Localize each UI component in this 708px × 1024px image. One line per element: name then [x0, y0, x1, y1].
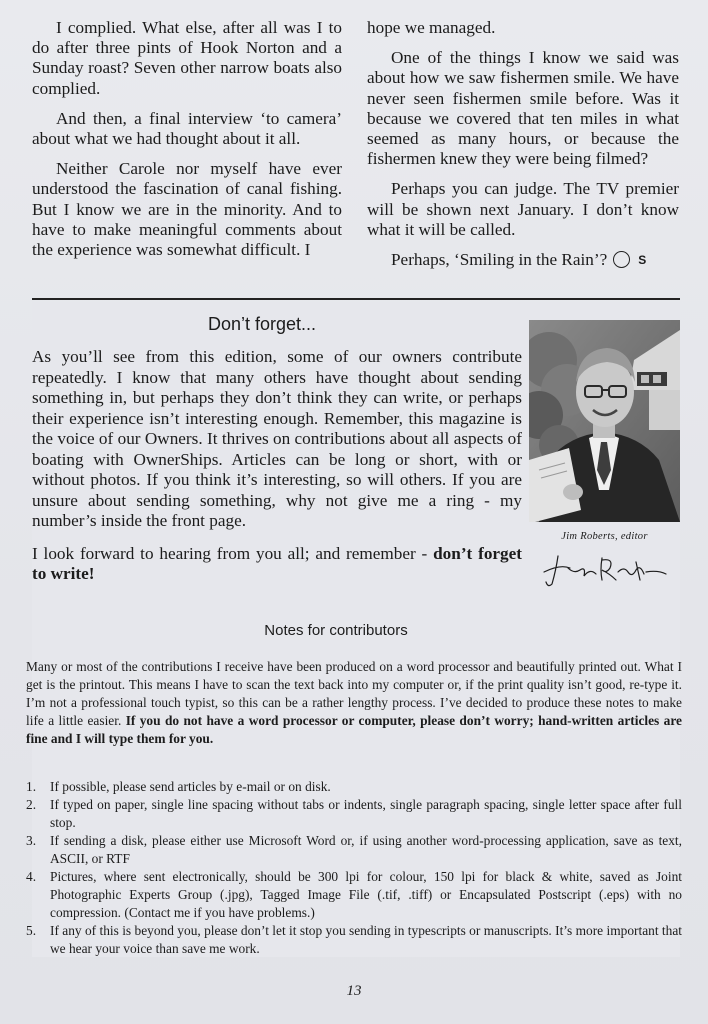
list-item-text: Pictures, where sent electronically, should be 300 lpi for colour, 150 lpi for black & white, saved as Joint Photographic Experts Group (.jpg), Tagged Image File (.tif, .tiff) or Encapsulated Postscript (.eps) with no compression. (Contact me if you have problems.): [50, 869, 682, 920]
dont-forget-heading: Don’t forget...: [207, 314, 317, 334]
article-closing-line: Perhaps, ‘Smiling in the Rain’?: [391, 250, 608, 270]
list-item-number: 3.: [26, 833, 37, 848]
notes-intro-bold: If you do not have a word processor or computer, please don’t worry; hand-written articles are fine and I will type them for you.: [26, 713, 682, 746]
dont-forget-paragraph: As you’ll see from this edition, some of our owners contribute repeatedly. I know that many others have thought about sending something in, but perhaps they don’t think they can write, or perhaps their experience isn’t interesting enough. Remember, this magazine is the voice of our Owners. It thrives on contributions about all aspects of boating with OwnerShips. Articles can be long or short, with or without photos. If you think it’s interesting, so will others. If you are unsure about sending something, why not give me a ring - my number’s inside the front page.: [32, 347, 522, 530]
list-item: [26, 868, 682, 922]
list-item-number: 4.: [26, 869, 37, 884]
list-item-text: If any of this is beyond you, please don’t let it stop you sending in typescripts or manuscripts. It’s more important that we hear your voice than save me work.: [50, 923, 682, 956]
article-paragraph: And then, a final interview ‘to camera’ about what we had thought about it all.: [32, 108, 342, 149]
article-paragraph: Neither Carole nor myself have ever understood the fascination of canal fishing. But I know we are in the minority. And to have to make meaningful comments about the experience was somewhat difficult. I: [32, 159, 342, 260]
list-item-number: 1.: [26, 779, 37, 794]
editor-photo: [529, 320, 680, 522]
list-item-text: If sending a disk, please either use Microsoft Word or, if using another word-processing application, save as text, ASCII, or RTF: [50, 833, 682, 866]
dont-forget-closing: [32, 544, 522, 585]
list-item: [26, 778, 682, 796]
notes-list: [26, 778, 682, 958]
end-of-article-icon: S: [613, 251, 630, 268]
article-column-left: [32, 18, 342, 270]
list-item: [26, 796, 682, 832]
section-divider: [32, 298, 680, 300]
photo-caption: Jim Roberts, editor: [561, 531, 648, 542]
closing-bold-text: don’t forget to write!: [32, 543, 522, 583]
list-item-text: If typed on paper, single line spacing without tabs or indents, single paragraph spacing, single letter space after full stop.: [50, 797, 682, 830]
dont-forget-body: [32, 347, 522, 597]
list-item-text: If possible, please send articles by e-mail or on disk.: [50, 779, 331, 794]
notes-heading: Notes for contributors: [264, 622, 408, 639]
article-paragraph: hope we managed.: [367, 18, 496, 37]
list-item: [26, 922, 682, 958]
page-number: 13: [346, 983, 362, 999]
article-paragraph-last: [367, 250, 679, 270]
notes-intro: [26, 658, 682, 748]
article-paragraph: I complied. What else, after all was I to do after three pints of Hook Norton and a Sunday roast? Seven other narrow boats also complied.: [32, 18, 342, 98]
closing-text: I look forward to hearing from you all; and remember -: [32, 543, 434, 563]
list-item-number: 2.: [26, 797, 37, 812]
list-item: [26, 832, 682, 868]
article-paragraph: Perhaps you can judge. The TV premier will be shown next January. I don’t know what it will be called.: [367, 179, 679, 239]
article-column-right: [367, 18, 679, 280]
editor-signature: [540, 550, 670, 590]
article-paragraph: One of the things I know we said was about how we saw fishermen smile. We have never seen fishermen smile before. Was it because we covered that ten miles in what seemed as many hours, or because the fishermen knew they were being filmed?: [367, 48, 679, 169]
list-item-number: 5.: [26, 923, 37, 938]
notes-intro-text: Many or most of the contributions I receive have been produced on a word processor and beautifully printed out. What I get is the printout. This means I have to scan the text back into my computer or, if the print quality isn’t good, re-type it. I’m not a professional touch typist, so this can be a rather lengthy process. I’ve decided to produce these notes to make life a little easier.: [26, 659, 682, 728]
